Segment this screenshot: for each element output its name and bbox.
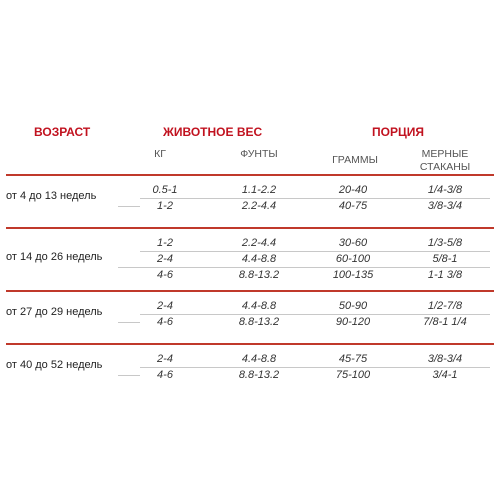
cell-grams: 90-120	[335, 316, 371, 328]
cell-kg: 2-4	[157, 253, 173, 265]
age-group-label: от 14 до 26 недель	[6, 251, 103, 263]
cell-lbs: 8.8-13.2	[238, 316, 280, 328]
cell-cups: 5/8-1	[432, 253, 458, 265]
cell-lbs: 4.4-8.8	[241, 300, 277, 312]
cell-grams: 40-75	[338, 200, 368, 212]
subheader-grams: ГРАММЫ	[332, 154, 378, 166]
cell-grams: 45-75	[338, 353, 368, 365]
cell-kg: 1-2	[157, 237, 173, 249]
cell-cups: 1/2-7/8	[427, 300, 463, 312]
cell-kg: 4-6	[157, 369, 173, 381]
cell-kg: 2-4	[157, 353, 173, 365]
cell-grams: 60-100	[335, 253, 371, 265]
group-divider	[6, 290, 494, 292]
subheader-lbs: ФУНТЫ	[240, 148, 278, 160]
cell-lbs: 2.2-4.4	[241, 200, 277, 212]
cell-cups: 1/4-3/8	[427, 184, 463, 196]
cell-lbs: 2.2-4.4	[241, 237, 277, 249]
header-age: ВОЗРАСТ	[34, 125, 91, 139]
subheader-cups: МЕРНЫЕ СТАКАНЫ	[419, 148, 471, 173]
cell-lbs: 1.1-2.2	[241, 184, 277, 196]
cell-cups: 7/8-1 1/4	[423, 316, 467, 328]
age-group-label: от 4 до 13 недель	[6, 190, 97, 202]
cell-lbs: 4.4-8.8	[241, 253, 277, 265]
subheader-kg: КГ	[154, 148, 166, 160]
cell-kg: 1-2	[157, 200, 173, 212]
age-group-label: от 27 до 29 недель	[6, 306, 103, 318]
cell-kg: 4-6	[157, 316, 173, 328]
cell-kg: 2-4	[157, 300, 173, 312]
cell-kg: 4-6	[157, 269, 173, 281]
group-divider	[6, 343, 494, 345]
cell-cups: 1-1 3/8	[427, 269, 463, 281]
header-portion: ПОРЦИЯ	[372, 125, 424, 139]
cell-grams: 75-100	[335, 369, 371, 381]
group-divider	[6, 174, 494, 176]
cell-kg: 0.5-1	[152, 184, 178, 196]
group-divider	[6, 227, 494, 229]
cell-grams: 30-60	[338, 237, 368, 249]
cell-lbs: 4.4-8.8	[241, 353, 277, 365]
cell-cups: 3/8-3/4	[427, 353, 463, 365]
header-weight: ЖИВОТНОЕ ВЕС	[163, 125, 263, 139]
cell-cups: 3/4-1	[432, 369, 458, 381]
cell-grams: 100-135	[332, 269, 374, 281]
cell-cups: 3/8-3/4	[427, 200, 463, 212]
cell-lbs: 8.8-13.2	[238, 269, 280, 281]
age-group-label: от 40 до 52 недель	[6, 359, 103, 371]
cell-lbs: 8.8-13.2	[238, 369, 280, 381]
cell-grams: 50-90	[338, 300, 368, 312]
cell-grams: 20-40	[338, 184, 368, 196]
cell-cups: 1/3-5/8	[427, 237, 463, 249]
